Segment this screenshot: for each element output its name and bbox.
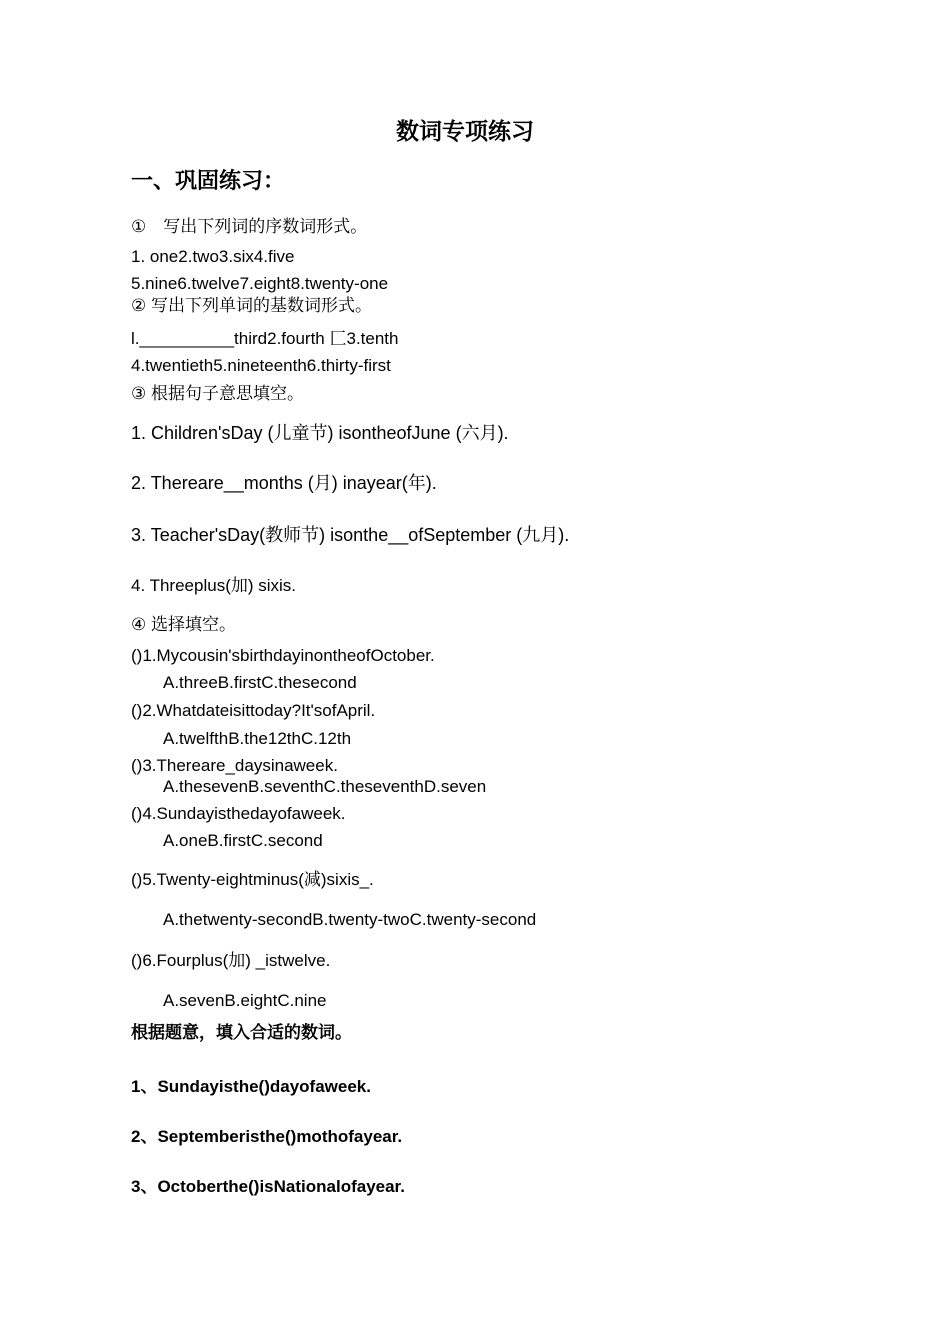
choice-options: A.thesevenB.seventhC.theseventhD.seven bbox=[163, 777, 487, 796]
part3-question: 4. Threeplus(加) sixis. bbox=[131, 576, 297, 595]
part2-row: l.__________third2.fourth 匚3.tenth bbox=[131, 329, 399, 348]
fill-question: 2、Septemberisthe()mothofayear. bbox=[131, 1127, 403, 1146]
part3-heading: ③ 根据句子意思填空。 bbox=[131, 384, 304, 403]
choice-options: A.twelfthB.the12thC.12th bbox=[163, 729, 352, 748]
choice-options: A.thetwenty-secondB.twenty-twoC.twenty-second bbox=[163, 910, 537, 929]
section-heading-fill-numerals: 根据题意，填入合适的数词。 bbox=[131, 1023, 352, 1042]
part3-question: 3. Teacher'sDay(教师节) isonthe__ofSeptember (九月). bbox=[131, 525, 570, 545]
part3-question: 1. Children'sDay (儿童节) isontheofJune (六月). bbox=[131, 423, 509, 443]
choice-question: ()6.Fourplus(加) _istwelve. bbox=[131, 951, 331, 970]
part2-row: 4.twentieth5.nineteenth6.thirty-first bbox=[131, 356, 391, 375]
section-heading-consolidation: 一、巩固练习： bbox=[131, 168, 286, 193]
choice-options: A.threeB.firstC.thesecond bbox=[163, 673, 357, 692]
choice-question: ()3.Thereare_daysinaweek. bbox=[131, 756, 338, 775]
page-title: 数词专项练习 bbox=[396, 118, 534, 144]
part2-heading: ② 写出下列单词的基数词形式。 bbox=[131, 296, 372, 315]
part1-row: 5.nine6.twelve7.eight8.twenty-one bbox=[131, 274, 389, 293]
part4-heading: ④ 选择填空。 bbox=[131, 615, 236, 634]
choice-question: ()5.Twenty-eightminus(减)sixis_. bbox=[131, 870, 374, 889]
choice-options: A.sevenB.eightC.nine bbox=[163, 991, 327, 1010]
choice-question: ()2.Whatdateisittoday?It'sofApril. bbox=[131, 701, 376, 720]
fill-question: 3、Octoberthe()isNationalofayear. bbox=[131, 1177, 405, 1196]
fill-question: 1、Sundayisthe()dayofaweek. bbox=[131, 1077, 371, 1096]
part3-question: 2. Thereare__months (月) inayear(年). bbox=[131, 473, 437, 493]
choice-options: A.oneB.firstC.second bbox=[163, 831, 323, 850]
part1-row: 1. one2.two3.six4.five bbox=[131, 247, 295, 266]
choice-question: ()1.Mycousin'sbirthdayinontheofOctober. bbox=[131, 646, 435, 665]
choice-question: ()4.Sundayisthedayofaweek. bbox=[131, 804, 346, 823]
part1-heading: ① 写出下列词的序数词形式。 bbox=[131, 217, 368, 236]
